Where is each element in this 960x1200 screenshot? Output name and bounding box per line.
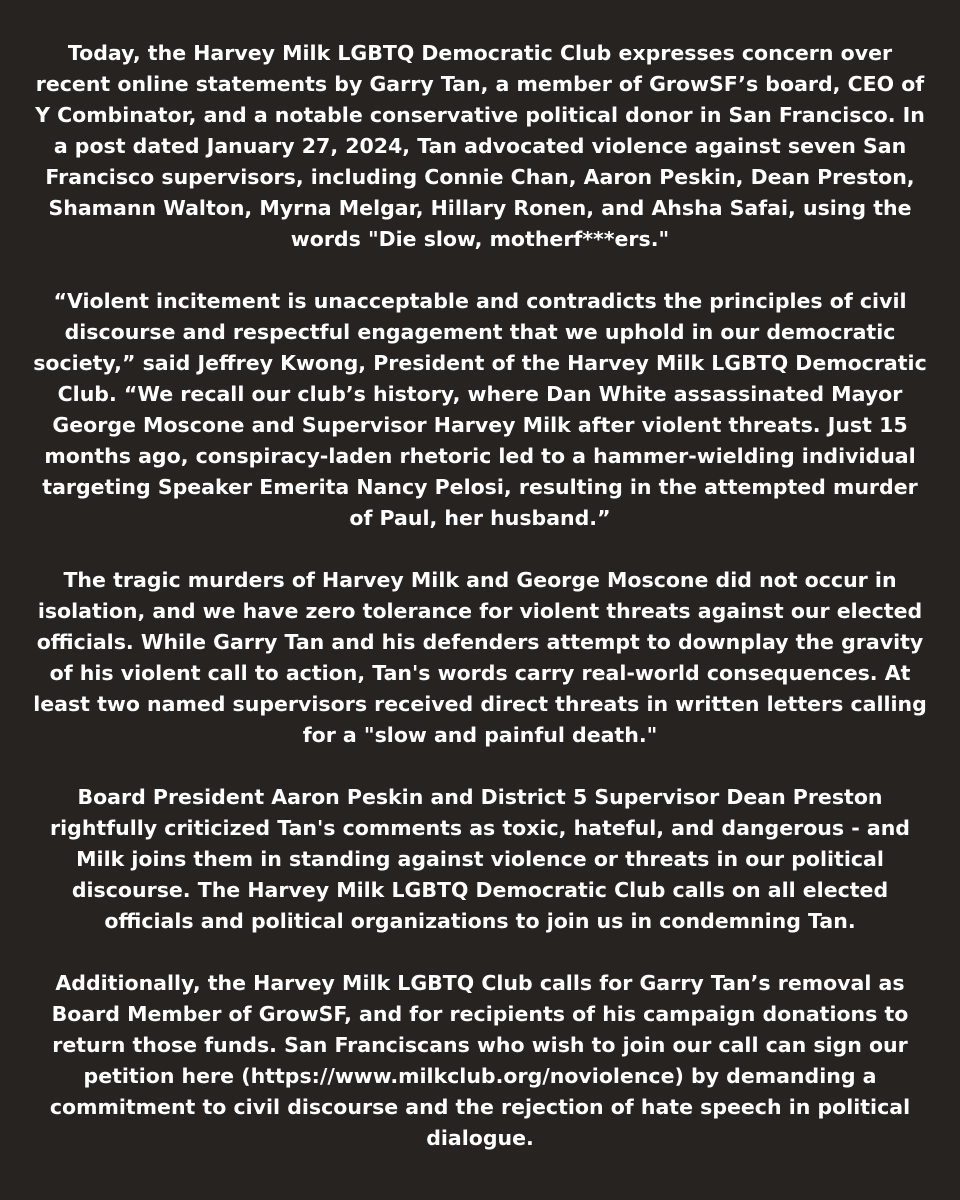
- statement-paragraph-board-response: Board President Aaron Peskin and District 5 Supervisor Dean Preston rightfully criticized Tan's comments as toxic, hateful, and dangerous - and Milk joins them in standing against violence or threats in our political discourse. The Harvey Milk LGBTQ Democratic Club calls on all elected officials and political organizations to join us in condemning Tan.: [50, 785, 910, 933]
- statement-paragraph-intro: Today, the Harvey Milk LGBTQ Democratic Club expresses concern over recent online statements by Garry Tan, a member of GrowSF’s board, CEO of Y Combinator, and a notable conservative political donor in San Francisco. In a post dated January 27, 2024, Tan advocated violence against seven San Francisco supervisors, including Connie Chan, Aaron Peskin, Dean Preston, Shamann Walton, Myrna Melgar, Hillary Ronen, and Ahsha Safai, using the words "Die slow, motherf***ers.": [35, 41, 925, 251]
- press-statement: [0, 38, 960, 1154]
- statement-paragraph-call-to-action: Additionally, the Harvey Milk LGBTQ Club calls for Garry Tan’s removal as Board Member of GrowSF, and for recipients of his campaign donations to return those funds. San Franciscans who wish to join our call can sign our petition here (https://www.milkclub.org/noviolence) by demanding a commitment to civil discourse and the rejection of hate speech in political dialogue.: [49, 971, 911, 1150]
- statement-paragraph-tolerance: The tragic murders of Harvey Milk and George Moscone did not occur in isolation, and we have zero tolerance for violent threats against our elected officials. While Garry Tan and his defenders attempt to downplay the gravity of his violent call to action, Tan's words carry real-world consequences. At least two named supervisors received direct threats in written letters calling for a "slow and painful death.": [33, 568, 927, 747]
- statement-paragraph-quote: “Violent incitement is unacceptable and contradicts the principles of civil discourse and respectful engagement that we uphold in our democratic society,” said Jeffrey Kwong, President of the Harvey Milk LGBTQ Democratic Club. “We recall our club’s history, where Dan White assassinated Mayor George Moscone and Supervisor Harvey Milk after violent threats. Just 15 months ago, conspiracy-laden rhetoric led to a hammer-wielding individual targeting Speaker Emerita Nancy Pelosi, resulting in the attempted murder of Paul, her husband.”: [33, 289, 927, 530]
